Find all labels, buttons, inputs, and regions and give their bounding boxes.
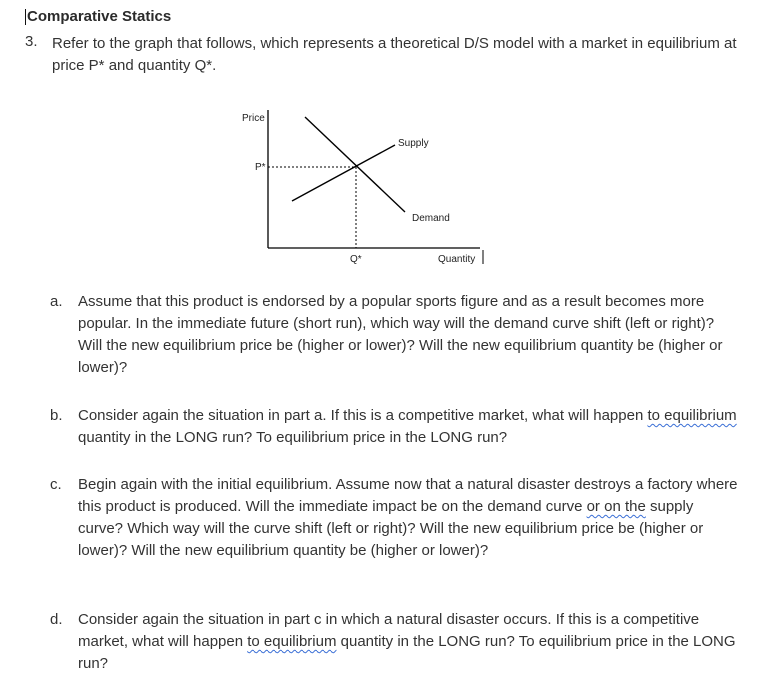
part-b [50, 405, 740, 449]
price-tick-label: P* [255, 162, 266, 173]
part-text: Begin again with the initial equilibrium. Assume now that a natural disaster destroys a factory where this product is produced. Will the immediate impact be on the demand curve [78, 476, 738, 515]
y-axis-label: Price [242, 113, 265, 124]
demand-curve [305, 117, 405, 212]
part-c [50, 474, 740, 562]
spelling-underline-text[interactable]: to equilibrium [647, 407, 737, 424]
quantity-tick-label: Q* [350, 254, 362, 265]
part-letter: d. [50, 611, 63, 628]
text-cursor [25, 9, 26, 25]
spelling-underline-text[interactable]: or on the [586, 498, 646, 515]
part-letter: c. [50, 476, 62, 493]
part-text-cont: quantity in the LONG run? To equilibrium price in the LONG run? [78, 633, 736, 672]
part-text-cont: supply curve? Which way will the curve shift (left or right)? Will the new equilibrium price be (higher or lower)? Will the new equilibrium quantity be (higher or lower)? [78, 498, 704, 559]
page-title: Comparative Statics [27, 8, 172, 25]
part-letter: a. [50, 293, 63, 310]
part-text-cont: quantity in the LONG run? To equilibrium price in the LONG run? [78, 429, 508, 446]
supply-demand-graph [230, 100, 510, 270]
part-letter: b. [50, 407, 63, 424]
x-axis-label: Quantity [438, 254, 476, 265]
part-a [50, 291, 740, 379]
part-text: Consider again the situation in part a. If this is a competitive market, what will happen [78, 407, 648, 424]
supply-label: Supply [398, 138, 429, 149]
part-text: Consider again the situation in part c in which a natural disaster occurs. If this is a competitive market, what will happen [78, 611, 700, 650]
part-text: Assume that this product is endorsed by a popular sports figure and as a result becomes more popular. In the immediate future (short run), which way will the demand curve shift (left or right)? Will the new equilibrium price be (higher or lower)? Will the new equilibrium quantity be (higher or lower)? [78, 293, 723, 376]
demand-label: Demand [412, 213, 450, 224]
question-number: 3. [25, 33, 38, 50]
spelling-underline-text[interactable]: to equilibrium [247, 633, 337, 650]
question-text: Refer to the graph that follows, which represents a theoretical D/S model with a market in equilibrium at price P* and quantity Q*. [52, 35, 737, 74]
part-d [50, 609, 740, 675]
